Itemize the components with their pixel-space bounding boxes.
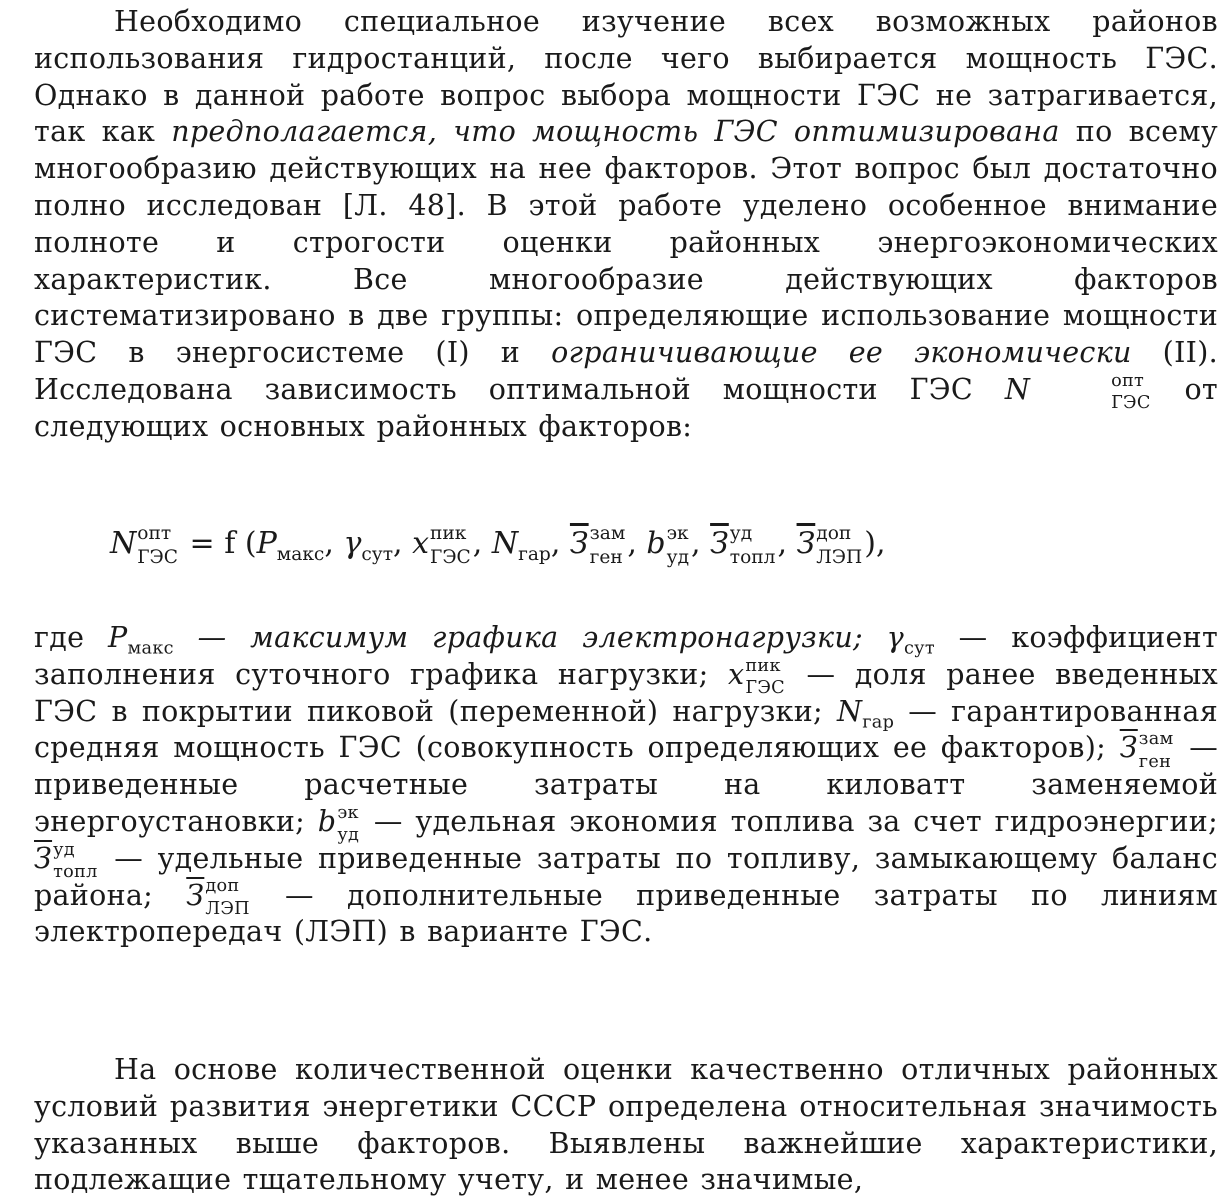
para1-italic-phrase: предполагается, что мощность ГЭС оптимизирована xyxy=(171,115,1060,149)
para1-text-b: по всему многообразию действующих на нее факторов. Этот вопрос был достаточно полно исследован [Л. 48]. В этой работе уделено особенное внимание полноте и строгости оценки районных энергоэкономических характеристик. Все многообразие действующих факторов систематизировано в две группы: определяющие использование мощности ГЭС в энергосистеме (I) и xyxy=(34,115,1218,370)
paragraph-definitions: где $P_{макс}$ — максимум графика электронагрузки; $\gamma_{сут}$ — коэффициент заполнения суточного графика нагрузки; x пик ГЭС — доля ранее введенных ГЭС в покрытии пиковой (переменной) нагрузки; $N_{гар}$ — гарантированная средняя мощность ГЭС (совокупность определяющих ее факторов); З зам ген — приведенные расчетные затраты на киловатт заменяемой энергоустановки; b эк уд — удельная экономия топлива за счет гидроэнергии; З уд топл — удельные приведенные затраты по топливу, замыкающему баланс района; З доп ЛЭП — дополнительные приведенные затраты по линиям электропередач (ЛЭП) в варианте ГЭС. xyxy=(34,621,1219,949)
para1-italic-phrase-2: ограничивающие ее экономически xyxy=(551,336,1132,370)
symbol-n-opt-scripts: опт ГЭС xyxy=(1111,370,1151,414)
symbol-n-opt: N xyxy=(1004,372,1031,406)
para1-text-a: Необходимо специальное изучение всех возможных районов использования гидростанций, после чего выбирается мощность ГЭС. Однако в данной работе вопрос выбора мощности ГЭС не затрагивается, так как xyxy=(34,5,1218,149)
main-formula: N опт ГЭС = f ($P_{макс}$, $\gamma_{сут}$, x пик ГЭС , $N_{гар}$, З зам ген , b эк уд , З уд топл , З доп ЛЭП ), xyxy=(110,523,886,568)
paragraph-conclusion: На основе количественной оценки качественно отличных районных условий развития энергетики СССР определена относительная значимость указанных выше факторов. Выявлены важнейшие характеристики, подлежащие тщательному учету, и менее значимые, xyxy=(34,1053,1218,1197)
para1-text-d: от следующих основных районных факторов: xyxy=(34,372,1218,443)
paragraph-intro xyxy=(34,4,1218,446)
para1-text-c: (II). Исследована зависимость оптимальной мощности ГЭС xyxy=(34,336,1218,406)
